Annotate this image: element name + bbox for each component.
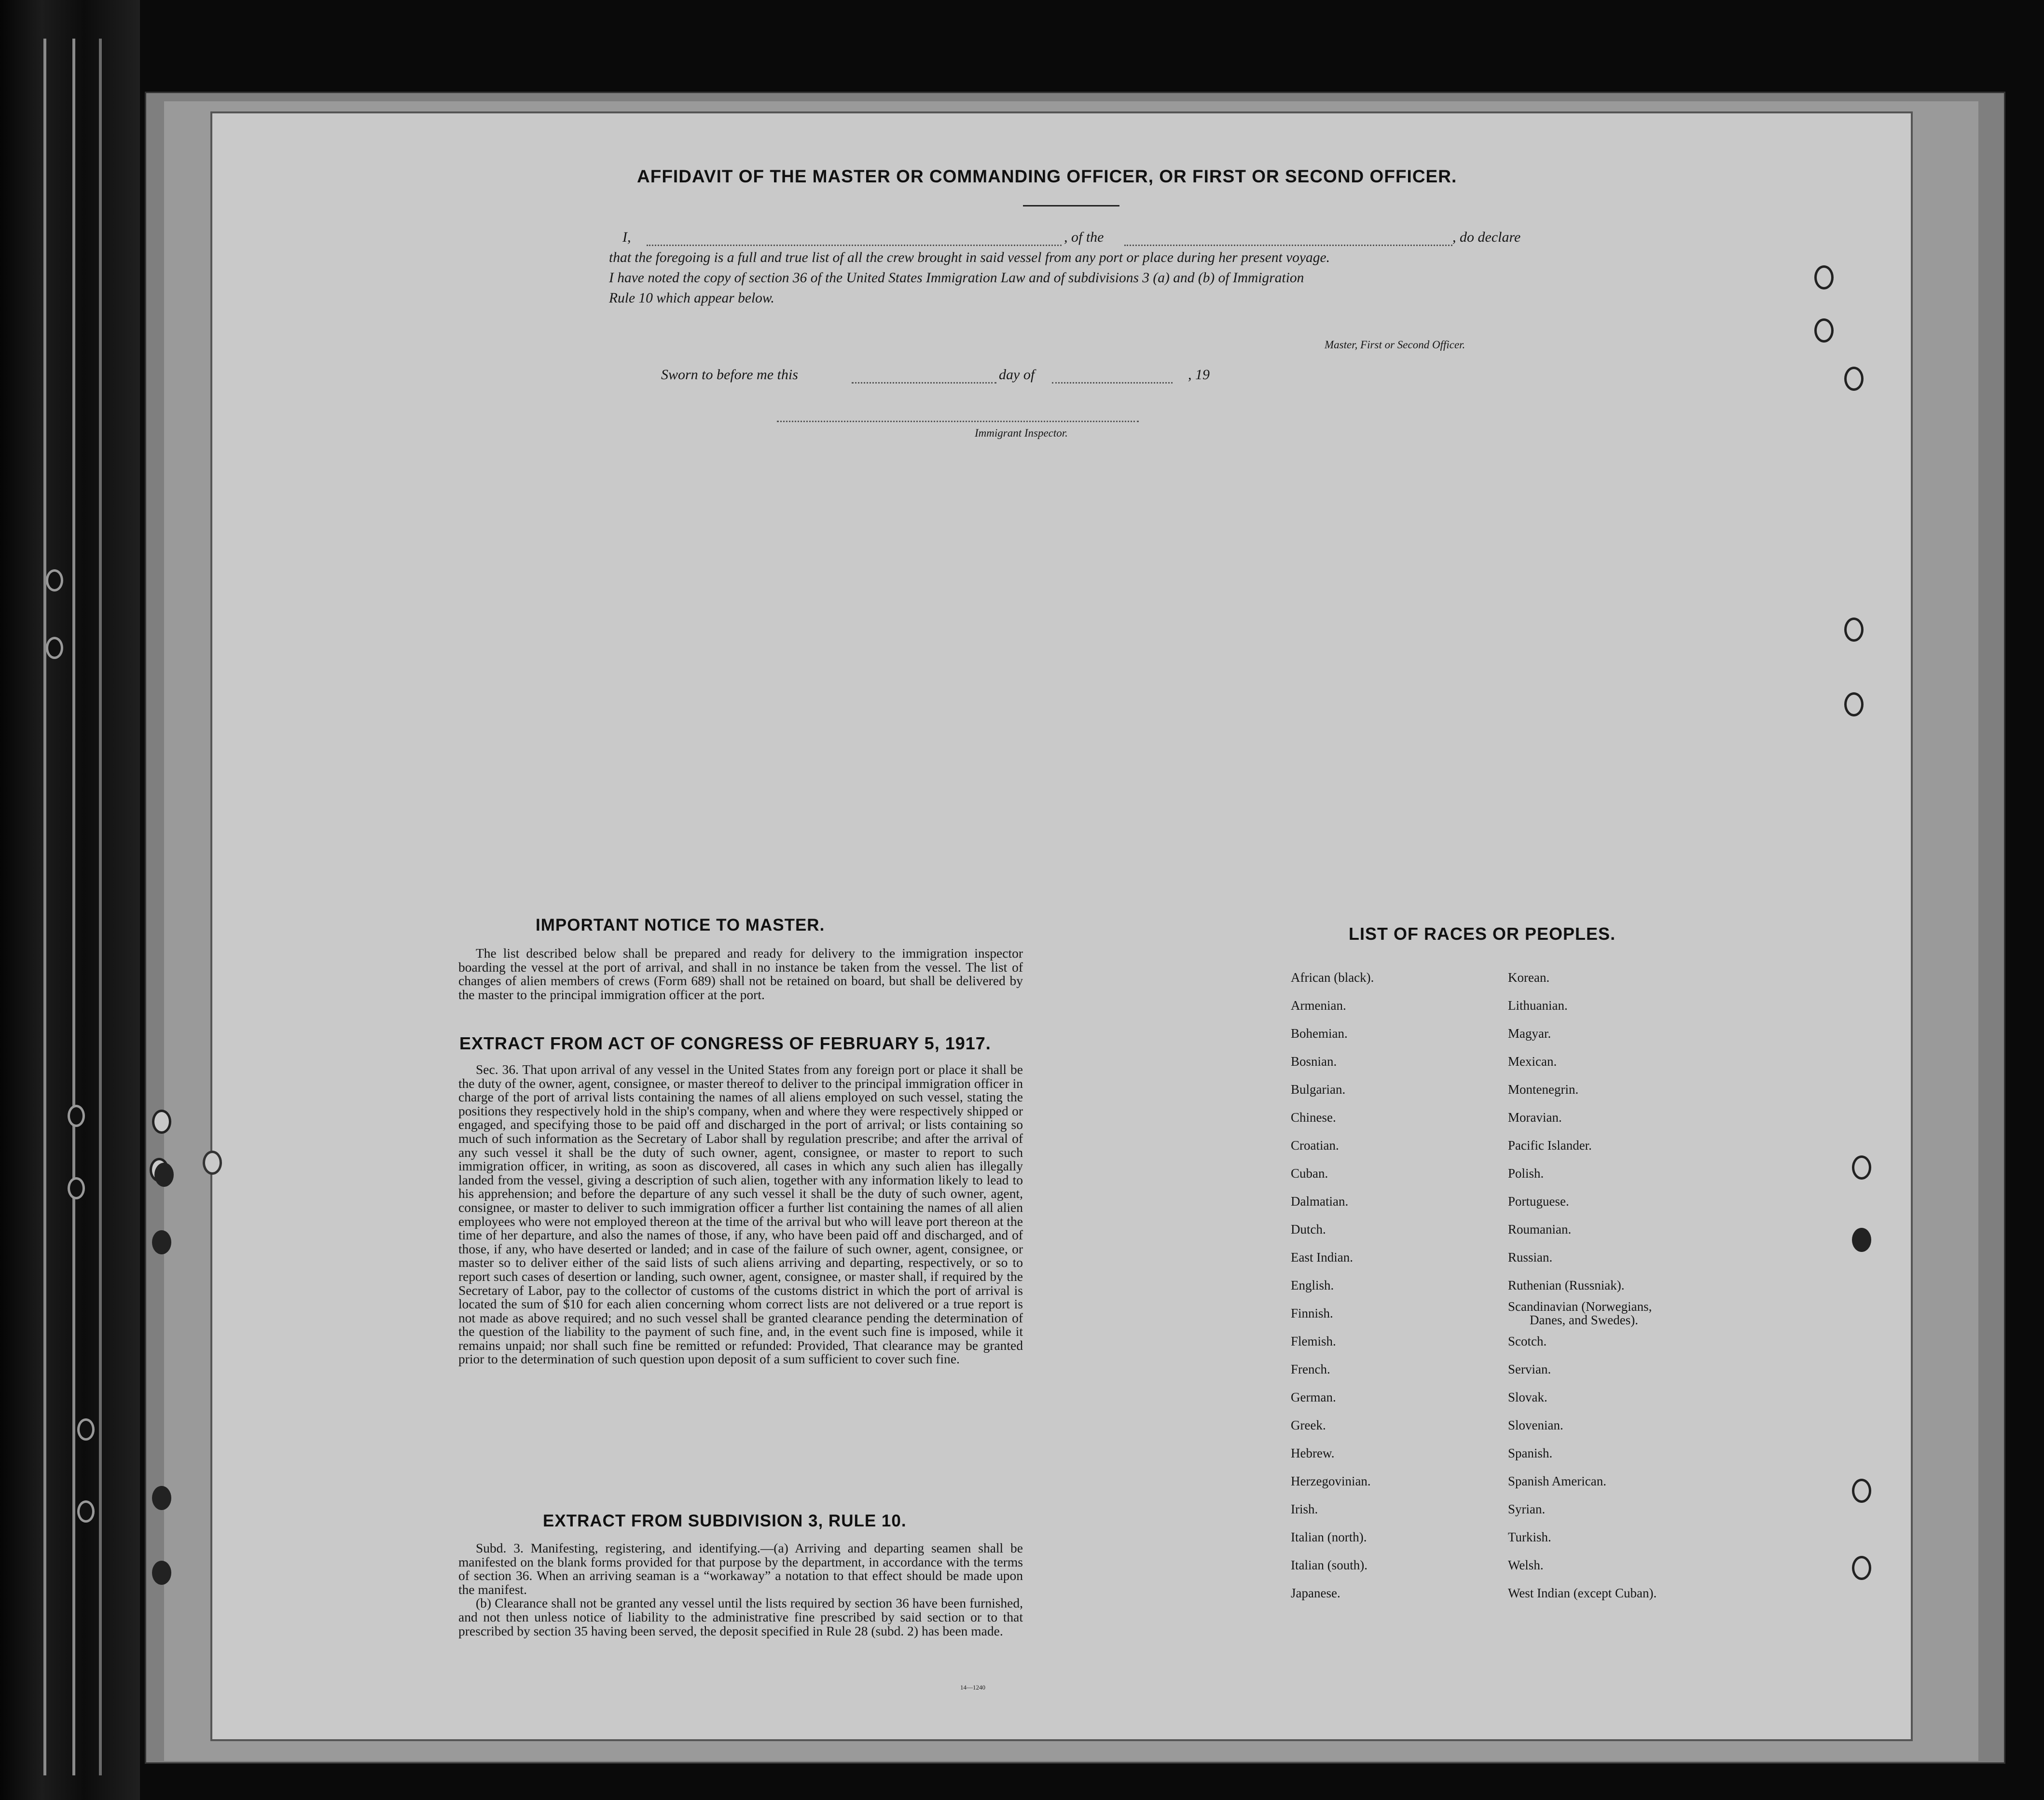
affidavit-of-the: , of the [1064,229,1104,245]
affidavit-i: I, [622,229,631,245]
affidavit-do-declare: , do declare [1452,229,1521,245]
race-item: Russian. [1508,1250,1553,1264]
binder-hole [46,637,63,659]
punch-hole [1852,1479,1871,1503]
race-item: Italian (north). [1291,1530,1367,1544]
punch-hole [152,1561,171,1585]
binder-spine [0,0,140,1800]
race-item: Greek. [1291,1418,1326,1432]
form-number: 14—1240 [960,1684,985,1691]
race-item: Slovenian. [1508,1418,1563,1432]
punch-hole [152,1230,171,1254]
race-item: Bosnian. [1291,1054,1337,1069]
binder-hole [77,1418,95,1441]
race-item: Magyar. [1508,1026,1551,1041]
race-item: Turkish. [1508,1530,1551,1544]
race-item: East Indian. [1291,1250,1353,1264]
sworn-label: Sworn to before me this [661,367,798,383]
inspector-signature-blank[interactable] [777,420,1139,422]
vessel-blank[interactable] [1124,244,1452,246]
affidavit-title: AFFIDAVIT OF THE MASTER OR COMMANDING OFFICER, OR FIRST OR SECOND OFFICER. [637,166,1457,186]
race-item: English. [1291,1278,1334,1292]
race-item: Lithuanian. [1508,998,1568,1013]
race-item: Welsh. [1508,1558,1544,1572]
race-item: Pacific Islander. [1508,1138,1592,1153]
race-item: Hebrew. [1291,1446,1335,1460]
race-item: Finnish. [1291,1306,1333,1320]
race-item: Herzegovinian. [1291,1474,1371,1488]
race-item: Portuguese. [1508,1194,1569,1209]
race-item: Ruthenian (Russniak). [1508,1278,1625,1292]
punch-hole [152,1486,171,1510]
year-label: , 19 [1188,367,1210,383]
race-item: Korean. [1508,970,1550,985]
affidavit-line4: Rule 10 which appear below. [609,290,774,306]
race-item: Japanese. [1291,1586,1340,1600]
race-item: Irish. [1291,1502,1318,1516]
punch-hole [1844,367,1864,391]
race-item: Scandinavian (Norwegians, Danes, and Swedes). [1508,1299,1652,1327]
race-item: Armenian. [1291,998,1346,1013]
race-item: Chinese. [1291,1110,1336,1125]
binder-hole [68,1177,85,1199]
punch-hole [1852,1556,1871,1580]
binder-edge [72,39,75,1775]
race-item: Slovak. [1508,1390,1547,1404]
race-item: West Indian (except Cuban). [1508,1586,1657,1600]
notice-title: IMPORTANT NOTICE TO MASTER. [536,916,825,934]
affidavit-line3: I have noted the copy of section 36 of the United States Immigration Law and of subdivisions 3 (a) and (b) of Immigration [609,270,1304,286]
month-blank[interactable] [1052,381,1173,384]
day-of-label: day of [999,367,1035,383]
punch-hole [1852,1228,1871,1252]
affidavit-line2: that the foregoing is a full and true list of all the crew brought in said vessel from any port or place during her present voyage. [609,250,1330,265]
race-item: Croatian. [1291,1138,1339,1153]
rule-title: EXTRACT FROM SUBDIVISION 3, RULE 10. [543,1511,907,1530]
punch-hole [1814,318,1834,343]
punch-hole [1844,692,1864,716]
race-item: Scotch. [1508,1334,1547,1348]
binder-edge [99,39,102,1775]
races-column-2 [1508,963,1657,1607]
races-title: LIST OF RACES OR PEOPLES. [1349,924,1616,944]
rule-text: Subd. 3. Manifesting, registering, and identifying.—(a) Arriving and departing seamen shall be manifested on the blank forms provided for that purpose by the department, in accordance with the terms of section 36. When an arriving seaman is a “workaway” a notation to that effect should be made upon the manifest. (b) Clearance shall not be granted any vessel until the lists required by section 36 have been furnished, and not then unless notice of liability to the administrative fine prescribed by said section or to that prescribed by section 35 having been served, the deposit specified in Rule 28 (subd. 2) has been made. [458,1540,1023,1638]
punch-hole [1814,265,1834,289]
race-item: Mexican. [1508,1054,1557,1069]
race-item: Cuban. [1291,1166,1328,1181]
race-item: Spanish American. [1508,1474,1606,1488]
notice-text: The list described below shall be prepared and ready for delivery to the immigration inspector boarding the vessel at the port of arrival, and shall in no instance be taken from the vessel. The list of changes of alien members of crews (Form 689) shall not be retained on board, but shall be delivered by the master to the principal immigration officer at the port. [458,946,1023,1002]
race-item: Bohemian. [1291,1026,1348,1041]
races-column-1 [1291,963,1374,1607]
race-item: Flemish. [1291,1334,1336,1348]
punch-hole [1852,1155,1871,1180]
race-item: Syrian. [1508,1502,1546,1516]
race-item: Montenegrin. [1508,1082,1579,1097]
race-item: Servian. [1508,1362,1551,1376]
race-item: Italian (south). [1291,1558,1367,1572]
binder-hole [77,1500,95,1523]
punch-hole [152,1110,171,1134]
day-blank[interactable] [852,381,996,384]
race-item: Moravian. [1508,1110,1562,1125]
act-title: EXTRACT FROM ACT OF CONGRESS OF FEBRUARY 5, 1917. [459,1033,991,1053]
punch-hole [1844,618,1864,642]
name-blank[interactable] [647,244,1062,246]
punch-hole [154,1163,174,1187]
race-item: German. [1291,1390,1336,1404]
binder-edge [43,39,46,1775]
race-item: Dutch. [1291,1222,1326,1237]
race-item: Spanish. [1508,1446,1553,1460]
race-item: Polish. [1508,1166,1544,1181]
binder-hole [68,1105,85,1127]
inspector-signature-label: Immigrant Inspector. [975,427,1068,439]
punch-hole [203,1151,222,1175]
master-signature-label: Master, First or Second Officer. [1325,339,1465,351]
race-item: French. [1291,1362,1330,1376]
race-item: Bulgarian. [1291,1082,1346,1097]
act-text: Sec. 36. That upon arrival of any vessel in the United States from any foreign port or place it shall be the duty of the owner, agent, consignee, or master thereof to deliver to the principal immigration officer in charge of the port of arrival lists containing the names of all aliens employed on such vessel, stating the positions they respectively hold in the ship's company, when and where they were respectively shipped or engaged, and specifying those to be paid off and discharged in the port of arrival; or lists containing so much of such information as the Secretary of Labor shall by regulation prescribe; and after the arrival of any such vessel it shall be the duty of such owner, agent, consignee, or master to report to such immigration officer, in writing, as soon as discovered, all cases in which any such alien has illegally landed from the vessel, giving a description of such alien, together with any information likely to lead to his apprehension; and before the departure of any such vessel it shall be the duty of such owner, agent, consignee, or master to deliver to such immigration officer a further list containing the names of all alien employees who were not employed thereon at the time of the arrival but who will leave port thereon at the time of her departure, and also the names of those, if any, who have been paid off and discharged, and of those, if any, who have deserted or landed; and in case of the failure of such owner, agent, consignee, or master so to deliver either of the said lists of such aliens arriving and departing, respectively, or so to report such cases of desertion or landing, such owner, agent, consignee, or master shall, if required by the Secretary of Labor, pay to the collector of customs of the customs district in which the port of arrival is located the sum of $10 for each alien concerning whom correct lists are not delivered or a true report is not made as above required; and no such vessel shall be granted clearance pending the determination of the question of the liability to the payment of such fine, and, in the event such fine is imposed, while it remains unpaid; nor shall such fine be remitted or refunded: Provided, That clearance may be granted prior to the determination of such question upon deposit of a sum sufficient to cover such fine. [458,1062,1023,1367]
binder-hole [46,569,63,591]
race-item: Dalmatian. [1291,1194,1349,1209]
race-item: African (black). [1291,970,1374,985]
title-underline [1023,205,1119,206]
race-item: Roumanian. [1508,1222,1572,1237]
